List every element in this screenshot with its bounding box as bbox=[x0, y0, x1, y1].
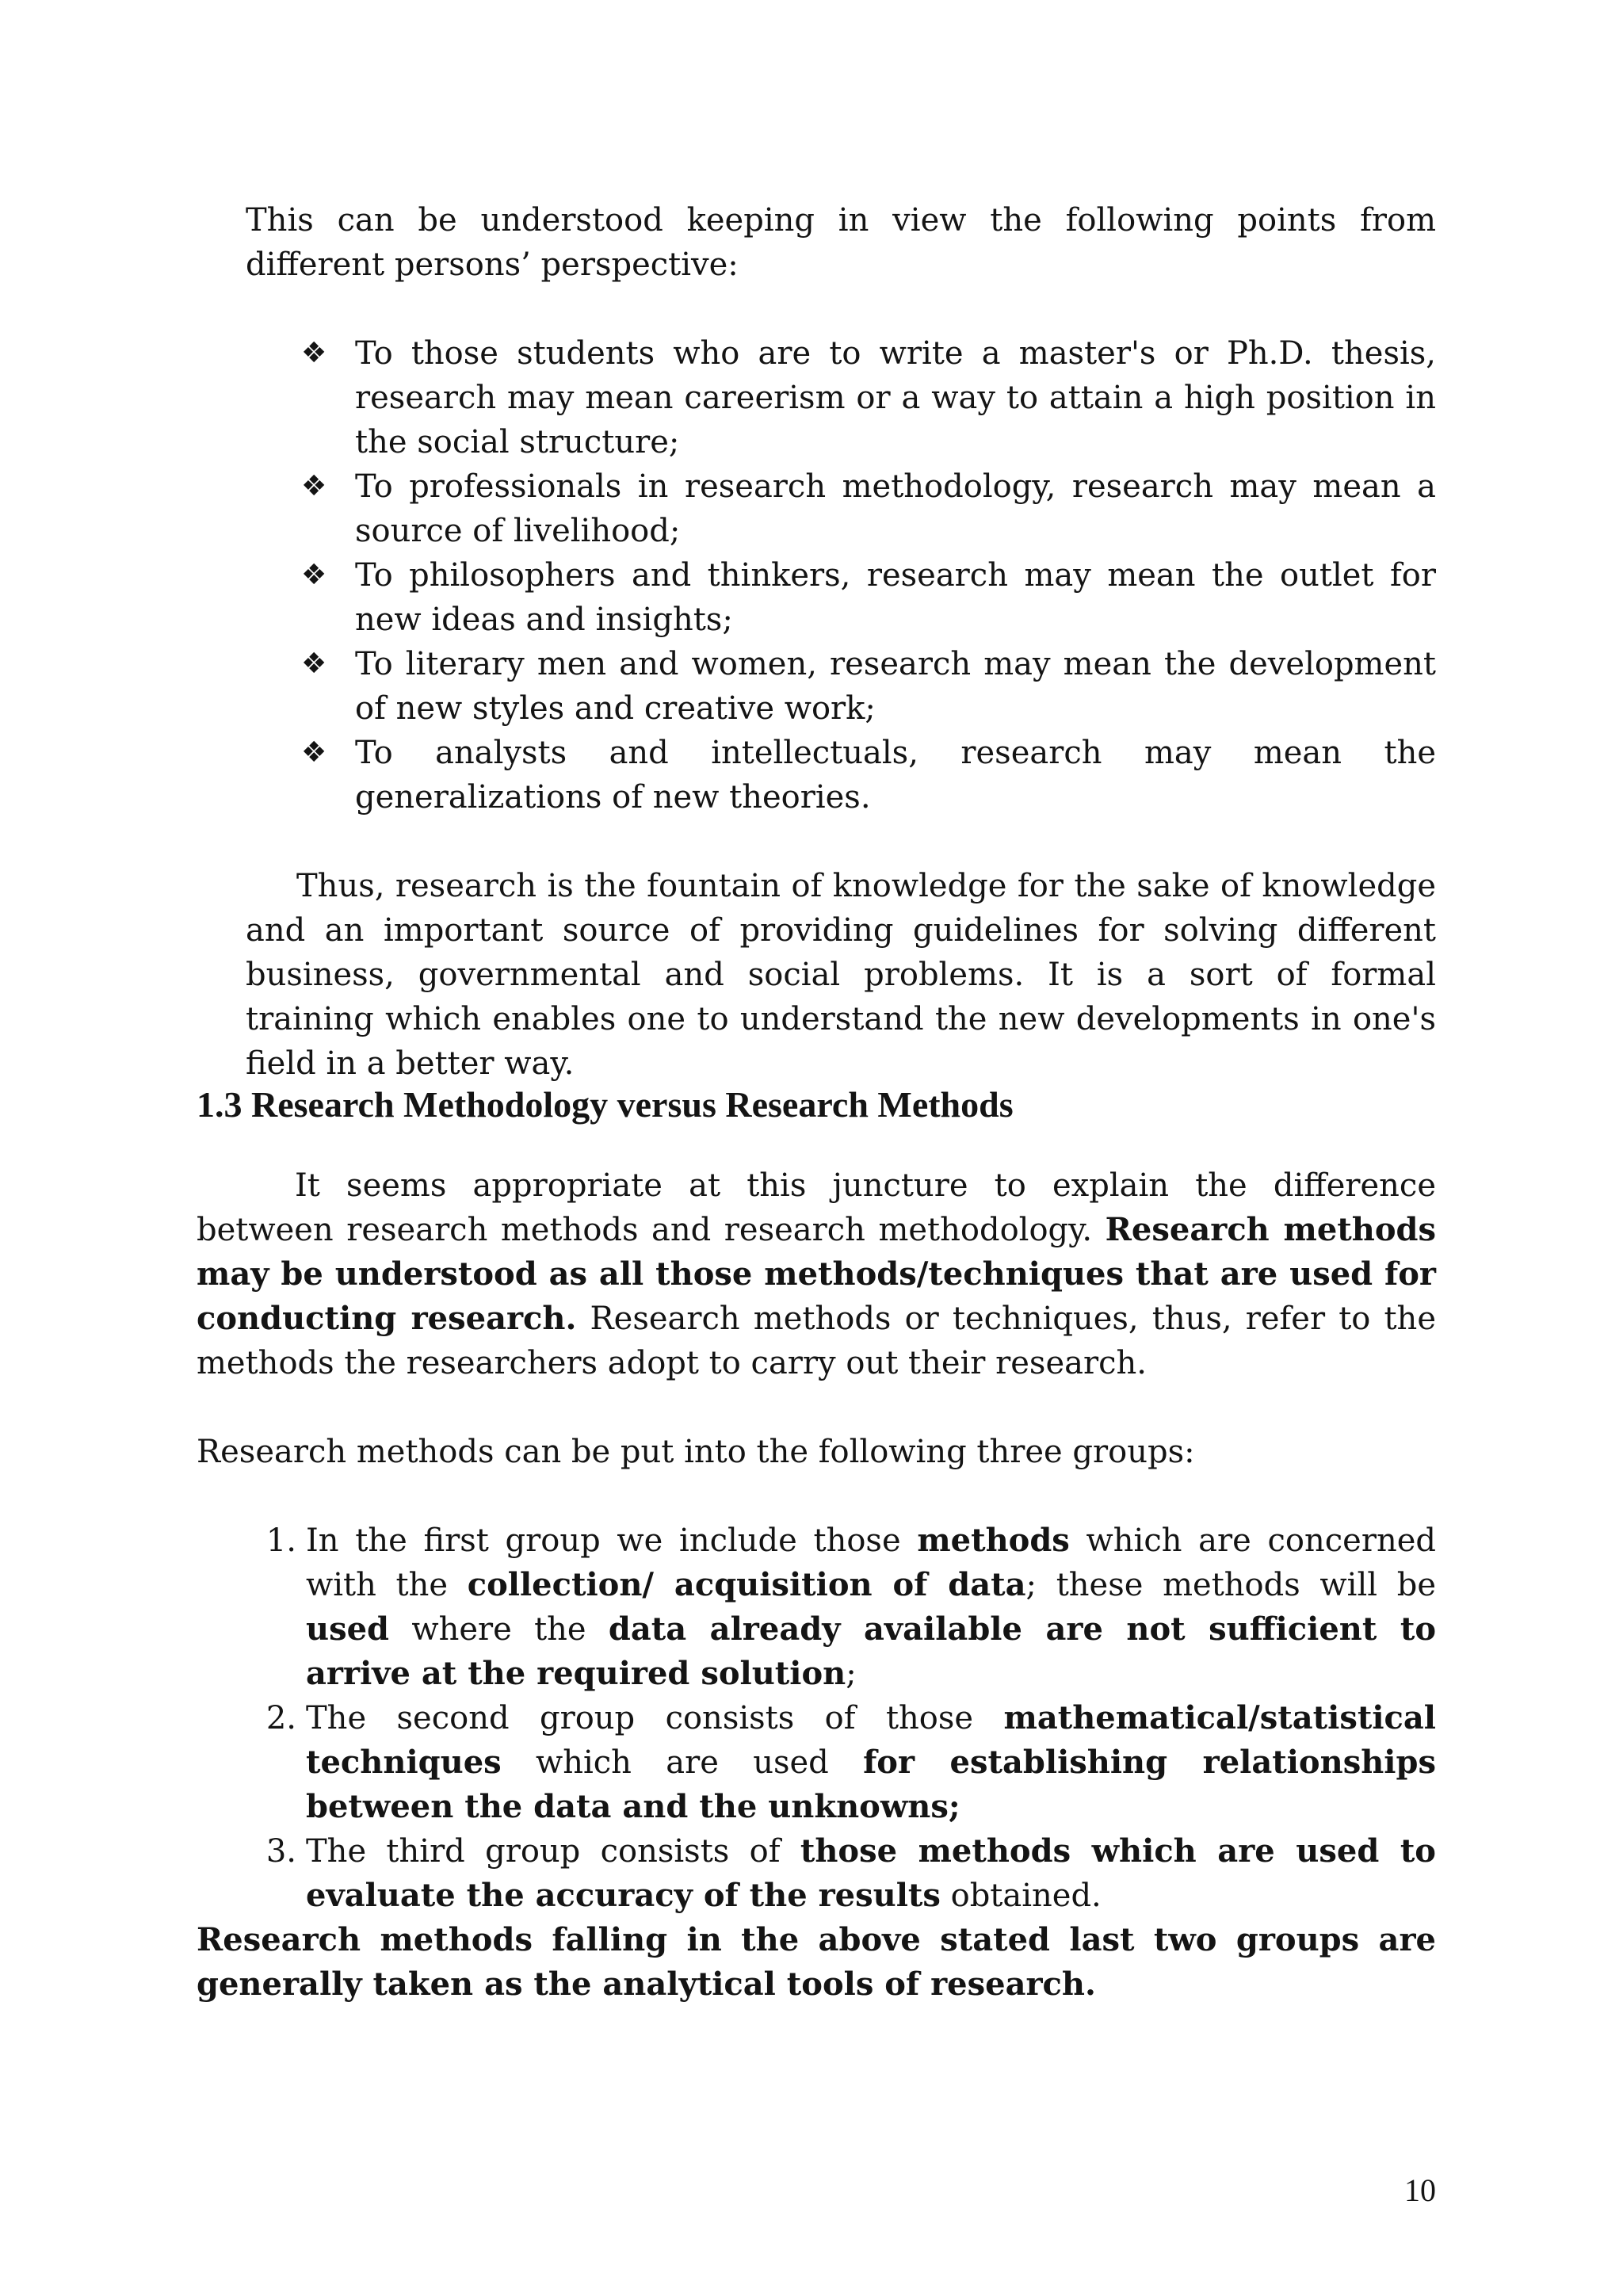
diamond-bullet-icon: ❖ bbox=[301, 559, 327, 591]
list-item-text: To those students who are to write a master's or Ph.D. thesis, research may mean careerism or a way to attain a high position in the social structure; bbox=[355, 335, 1436, 460]
section-heading: 1.3 Research Methodology versus Research Methods bbox=[197, 1084, 1014, 1125]
bold-run: those methods which are used to evaluate the accuracy of the results bbox=[306, 1832, 1436, 1914]
bold-run: used bbox=[306, 1610, 390, 1648]
text-run: ; these methods will be bbox=[1025, 1567, 1437, 1603]
intro-paragraph: This can be understood keeping in view the following points from different persons’ perspective: bbox=[246, 202, 1436, 283]
page-number: 10 bbox=[1404, 2172, 1436, 2208]
list-item bbox=[301, 553, 1436, 642]
diamond-bullet-icon: ❖ bbox=[301, 648, 327, 680]
text-run: which are concerned with the bbox=[306, 1522, 1436, 1603]
bold-run: for establishing relationships between the data and the unknowns; bbox=[306, 1744, 1436, 1825]
list-number: 1. bbox=[265, 1522, 296, 1559]
list-item bbox=[262, 1829, 1436, 1918]
list-item bbox=[301, 642, 1436, 731]
list-item-text: To philosophers and thinkers, research may mean the outlet for new ideas and insights; bbox=[355, 557, 1436, 638]
text-run: The third group consists of bbox=[306, 1833, 800, 1870]
list-item bbox=[301, 464, 1436, 553]
diamond-bullet-icon: ❖ bbox=[301, 337, 327, 369]
list-item-text: To literary men and women, research may mean the development of new styles and creative work; bbox=[355, 646, 1436, 727]
list-item bbox=[301, 731, 1436, 819]
text-run: The second group consists of those bbox=[306, 1700, 1004, 1736]
bold-run: collection/ acquisition of data bbox=[467, 1566, 1026, 1603]
diamond-bullet-icon: ❖ bbox=[301, 470, 327, 502]
methods-definition-bold: Research methods may be understood as all those methods/techniques that are used for conducting research. bbox=[197, 1211, 1436, 1337]
perspective-bullet-list bbox=[301, 331, 1436, 819]
text-run: which are used bbox=[501, 1744, 864, 1781]
methods-text-part: It seems appropriate at this juncture to explain the difference between research methods and research methodology. bbox=[197, 1167, 1436, 1248]
list-item bbox=[301, 331, 1436, 464]
methods-text-part: Research methods or techniques, thus, refer to the methods the researchers adopt to carry out their research. bbox=[197, 1301, 1436, 1381]
text-run: obtained. bbox=[940, 1878, 1102, 1914]
text-run: where the bbox=[389, 1611, 609, 1648]
list-item-text: To professionals in research methodology, research may mean a source of livelihood; bbox=[355, 468, 1436, 549]
list-item-text: To analysts and intellectuals, research may mean the generalizations of new theories. bbox=[355, 735, 1436, 816]
list-number: 2. bbox=[265, 1700, 296, 1736]
diamond-bullet-icon: ❖ bbox=[301, 736, 327, 769]
list-item bbox=[262, 1519, 1436, 1696]
summary-paragraph: Thus, research is the fountain of knowledge for the sake of knowledge and an important source of providing guidelines for solving different business, governmental and social problems. It is a sort of formal training which enables one to understand the new developments in one's field in a better way. bbox=[246, 868, 1436, 1082]
bold-run: data already available are not sufficient to arrive at the required solution bbox=[306, 1610, 1436, 1692]
text-run: ; bbox=[846, 1656, 857, 1692]
list-item bbox=[262, 1696, 1436, 1829]
conclusion-paragraph: Research methods falling in the above stated last two groups are generally taken as the analytical tools of research. bbox=[197, 1921, 1436, 2003]
bold-run: methods bbox=[917, 1522, 1070, 1559]
list-number: 3. bbox=[265, 1833, 296, 1870]
groups-intro-paragraph: Research methods can be put into the following three groups: bbox=[197, 1434, 1195, 1470]
bold-run: mathematical/statistical techniques bbox=[306, 1699, 1436, 1781]
methods-paragraph bbox=[197, 1163, 1436, 1385]
method-groups-list bbox=[262, 1519, 1436, 1918]
text-run: In the first group we include those bbox=[306, 1522, 918, 1559]
